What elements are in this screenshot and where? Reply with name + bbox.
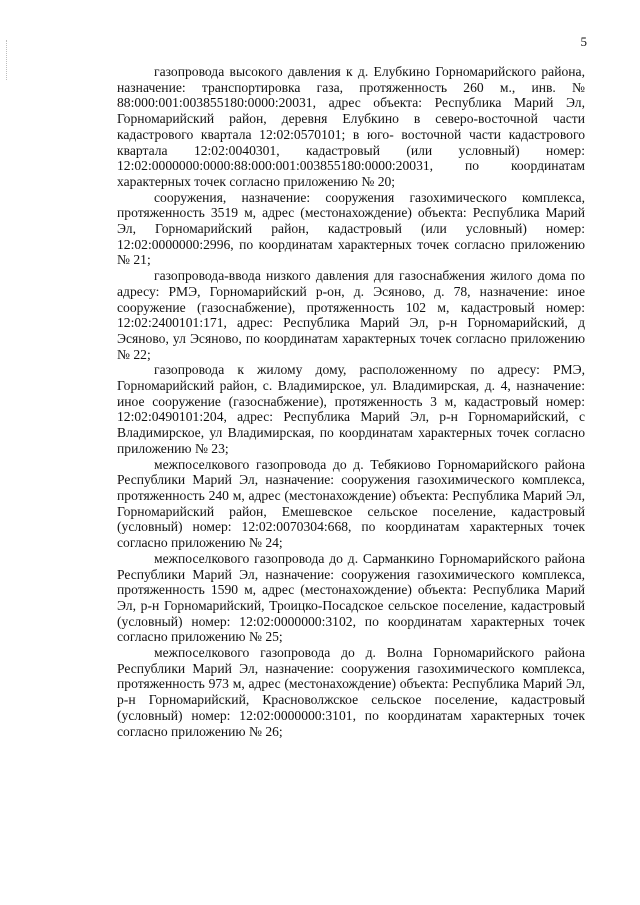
paragraph-appendix-20: газопровода высокого давления к д. Елубкино Горномарийского района, назначение: транспортировка газа, протяженность 260 м., инв. № 88:000:001:003855180:0000:20031, адрес объекта: Республика Марий Эл, Горномарийский район, деревня Елубкино в северо-восточной части кадастрового квартала 12:02:0570101; в юго- восточной части кадастрового квартала 12:02:0040301, кадастровый (или условный) номер: 12:02:0000000:0000:88:000:001:003855180:0000:20031, по координатам характерных точек согласно приложению № 20; [117, 64, 585, 189]
page-number: 5 [580, 34, 587, 49]
paragraph-appendix-25: межпоселкового газопровода до д. Сарманкино Горномарийского района Республики Марий Эл, назначение: сооружения газохимического комплекса, протяженность 1590 м, адрес (местонахождение) объекта: Республика Марий Эл, р-н Горномарийский, Троицко-Посадское сельское поселение, кадастровый (условный) номер: 12:02:0000000:3102, по координатам характерных точек согласно приложению № 25; [117, 550, 585, 645]
paragraph-appendix-24: межпоселкового газопровода до д. Тебякиово Горномарийского района Республики Марий Эл, назначение: сооружения газохимического комплекса, протяженность 240 м, адрес (местонахождение) объекта: Республика Марий Эл, Горномарийский район, Емешевское сельское поселение, кадастровый (условный) номер: 12:02:0070304:668, по координатам характерных точек согласно приложению № 24; [117, 456, 585, 551]
paragraph-appendix-23: газопровода к жилому дому, расположенному по адресу: РМЭ, Горномарийский район, с. Владимирское, ул. Владимирская, д. 4, назначение: иное сооружение (газоснабжение), протяженность 3 м, кадастровый номер: 12:02:0490101:204, адрес: Республика Марий Эл, р-н Горномарийский, с Владимирское, ул Владимирская, по координатам характерных точек согласно приложению № 23; [117, 362, 585, 456]
paragraph-appendix-26: межпоселкового газопровода до д. Волна Горномарийского района Республики Марий Эл, назначение: сооружения газохимического комплекса, протяженность 973 м, адрес (местонахождение) объекта: Республика Марий Эл, р-н Горномарийский, Красноволжское сельское поселение, кадастровый (условный) номер: 12:02:0000000:3101, по координатам характерных точек согласно приложению № 26; [117, 645, 585, 739]
paragraph-appendix-22: газопровода-ввода низкого давления для газоснабжения жилого дома по адресу: РМЭ, Горномарийский р-он, д. Эсяново, д. 78, назначение: иное сооружение (газоснабжение), протяженность 102 м, кадастровый номер: 12:02:2400101:171, адрес: Республика Марий Эл, р-н Горномарийский, д Эсяново, ул Эсяново, по координатам характерных точек согласно приложению № 22; [117, 268, 585, 362]
binding-margin-marks [6, 40, 10, 80]
document-body [117, 64, 585, 739]
paragraph-appendix-21: сооружения, назначение: сооружения газохимического комплекса, протяженность 3519 м, адрес (местонахождение) объекта: Республика Марий Эл, Горномарийский район, кадастровый (или условный) номер: 12:02:0000000:2996, по координатам характерных точек согласно приложению № 21; [117, 189, 585, 268]
